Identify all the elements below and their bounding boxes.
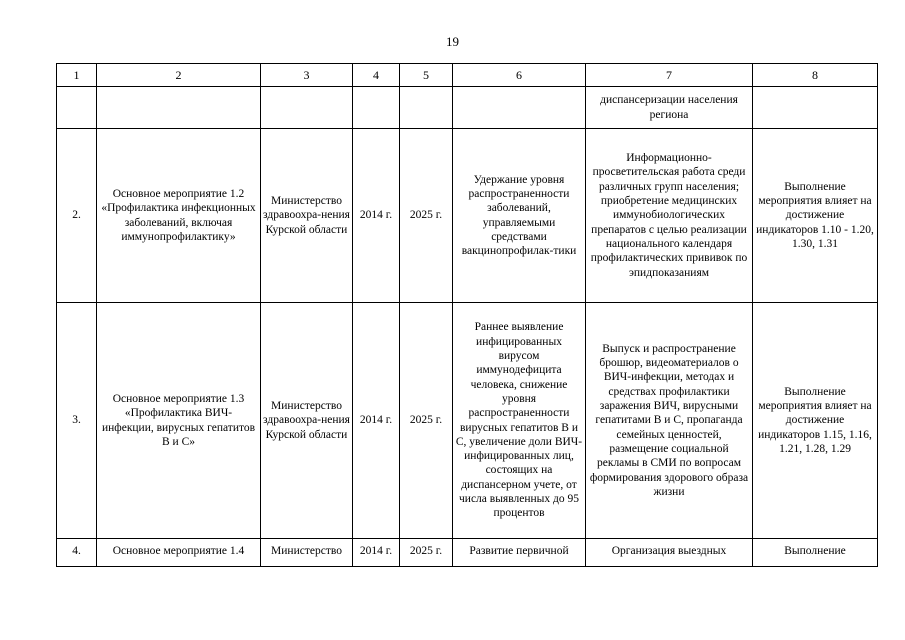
header-cell: 2 bbox=[97, 64, 261, 87]
main-directions-cell: Организация выездных bbox=[586, 539, 753, 567]
row-number-cell: 2. bbox=[57, 129, 97, 303]
row-number-cell: 4. bbox=[57, 539, 97, 567]
executor-cell bbox=[261, 87, 353, 129]
activity-name-cell bbox=[97, 87, 261, 129]
executor-cell: Министерство здравоохра-нения Курской области bbox=[261, 303, 353, 539]
header-cell: 5 bbox=[400, 64, 453, 87]
start-year-cell: 2014 г. bbox=[353, 539, 400, 567]
row-number-cell: 3. bbox=[57, 303, 97, 539]
executor-cell: Министерство здравоохра-нения Курской области bbox=[261, 129, 353, 303]
page-number: 19 bbox=[446, 34, 459, 49]
expected-result-cell: Развитие первичной bbox=[453, 539, 586, 567]
end-year-cell: 2025 г. bbox=[400, 539, 453, 567]
header-cell: 3 bbox=[261, 64, 353, 87]
table-row bbox=[57, 303, 878, 539]
header-cell: 8 bbox=[753, 64, 878, 87]
header-cell: 1 bbox=[57, 64, 97, 87]
end-year-cell bbox=[400, 87, 453, 129]
main-directions-cell: Информационно-просветительская работа среди различных групп населения; приобретение медицинских иммунобиологических препаратов с целью реализации национального календаря профилактических прививок по эпидпоказаниям bbox=[586, 129, 753, 303]
indicator-link-cell bbox=[753, 87, 878, 129]
table-row bbox=[57, 539, 878, 567]
header-row bbox=[57, 64, 878, 87]
end-year-cell: 2025 г. bbox=[400, 303, 453, 539]
expected-result-cell: Удержание уровня распространенности заболеваний, управляемыми средствами вакцинопрофилак-тики bbox=[453, 129, 586, 303]
indicator-link-cell: Выполнение bbox=[753, 539, 878, 567]
indicator-link-cell: Выполнение мероприятия влияет на достижение индикаторов 1.10 - 1.20, 1.30, 1.31 bbox=[753, 129, 878, 303]
main-directions-cell: диспансеризации населения региона bbox=[586, 87, 753, 129]
end-year-cell: 2025 г. bbox=[400, 129, 453, 303]
table-row bbox=[57, 129, 878, 303]
indicator-link-cell: Выполнение мероприятия влияет на достижение индикаторов 1.15, 1.16, 1.21, 1.28, 1.29 bbox=[753, 303, 878, 539]
activity-name-cell: Основное мероприятие 1.2 «Профилактика инфекционных заболеваний, включая иммунопрофилактику» bbox=[97, 129, 261, 303]
program-activities-table bbox=[56, 63, 878, 567]
start-year-cell: 2014 г. bbox=[353, 129, 400, 303]
expected-result-cell bbox=[453, 87, 586, 129]
header-cell: 7 bbox=[586, 64, 753, 87]
start-year-cell: 2014 г. bbox=[353, 303, 400, 539]
executor-cell: Министерство bbox=[261, 539, 353, 567]
main-directions-cell: Выпуск и распространение брошюр, видеоматериалов о ВИЧ-инфекции, методах и средствах профилактики заражения ВИЧ, вирусными гепатитами В и С, пропаганда семейных ценностей, размещение социальной рекламы в СМИ по вопросам формирования здорового образа жизни bbox=[586, 303, 753, 539]
expected-result-cell: Раннее выявление инфицированных вирусом иммунодефицита человека, снижение уровня распространенности вирусных гепатитов В и С, увеличение доли ВИЧ-инфицированных лиц, состоящих на диспансерном учете, от числа выявленных до 95 процентов bbox=[453, 303, 586, 539]
start-year-cell bbox=[353, 87, 400, 129]
table-row bbox=[57, 87, 878, 129]
header-cell: 6 bbox=[453, 64, 586, 87]
activity-name-cell: Основное мероприятие 1.4 bbox=[97, 539, 261, 567]
activity-name-cell: Основное мероприятие 1.3 «Профилактика ВИЧ-инфекции, вирусных гепатитов В и С» bbox=[97, 303, 261, 539]
row-number-cell bbox=[57, 87, 97, 129]
header-cell: 4 bbox=[353, 64, 400, 87]
